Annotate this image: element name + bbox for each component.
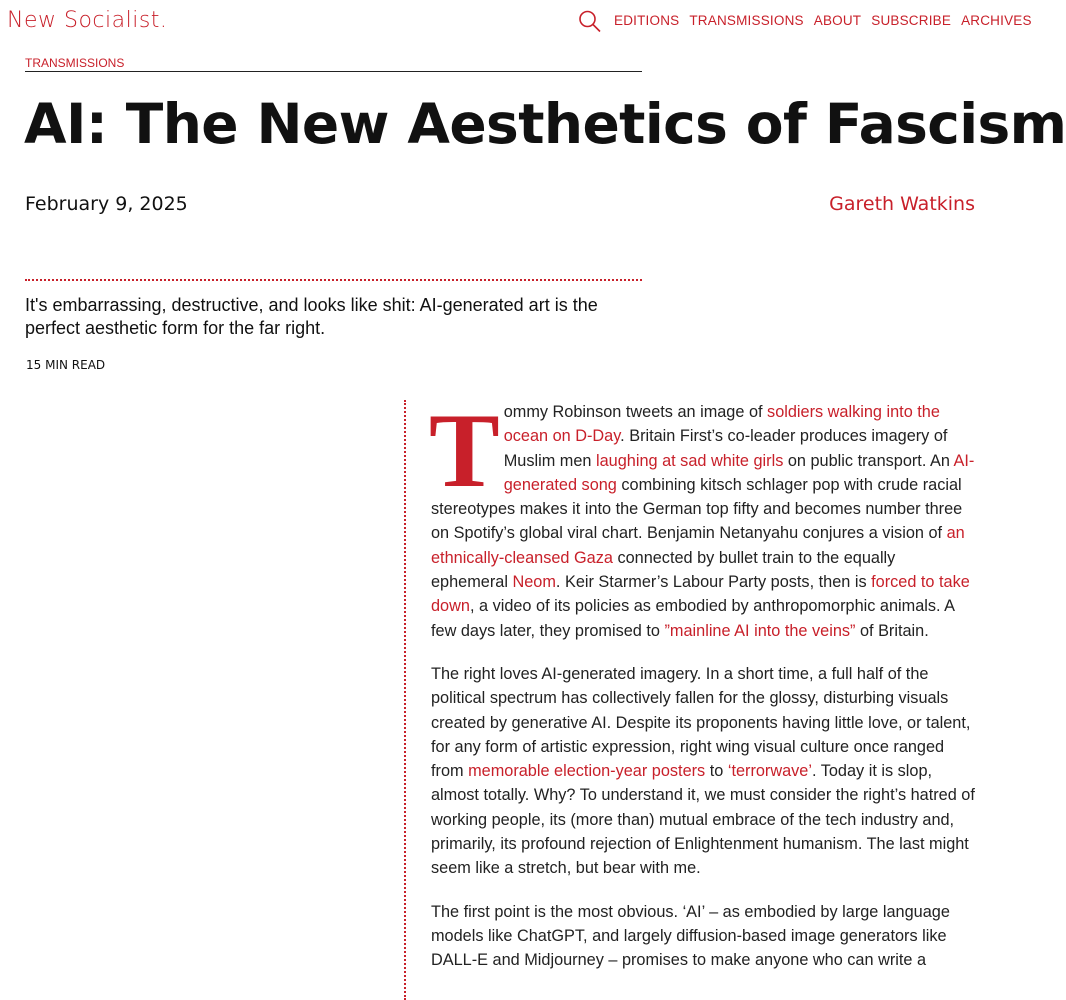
author-link[interactable]: Gareth Watkins <box>829 193 975 215</box>
text: . Britain First’s co-leader produces imagery of Muslim men <box>503 427 948 470</box>
text: ommy Robinson tweets an image of <box>503 403 768 421</box>
main-nav <box>614 13 1032 28</box>
link-terrorwave[interactable]: ‘terrorwave’ <box>727 762 812 781</box>
text: connected by bullet train to the equally ephemeral <box>431 548 896 592</box>
search-icon[interactable] <box>578 9 602 33</box>
link-soldiers-dday[interactable]: soldiers walking into the ocean on D-Day <box>503 403 940 446</box>
site-logo[interactable]: New Socialist. <box>7 8 168 33</box>
text: . Today it is slop, almost totally. Why? To understand it, we must consider the right’s hatred of working people, its (more than) mutual embrace of the tech industry and, primarily, its profound rejection of Enlightenment humanism. The last might seem like a stretch, but bear with me. <box>431 762 975 878</box>
link-mainline-ai[interactable]: ”mainline AI into the veins” <box>664 621 856 640</box>
section-divider <box>25 71 642 72</box>
nav-archives[interactable]: ARCHIVES <box>961 13 1032 28</box>
standfirst: It's embarrassing, destructive, and looks like shit: AI-generated art is the perfect aesthetic form for the far right. <box>25 295 598 338</box>
paragraph-2 <box>431 662 976 881</box>
dotted-divider <box>25 279 642 281</box>
text: to <box>705 762 728 781</box>
article-body <box>429 392 976 992</box>
link-gaza[interactable]: an ethnically-cleansed Gaza <box>431 524 965 567</box>
page-title: AI: The New Aesthetics of Fascism <box>24 92 1066 156</box>
text: The right loves AI-generated imagery. In a short time, a full half of the political spectrum has collectively fallen for the glossy, disturbing visuals created by generative AI. Despite its proponents having little love, or talent, for any form of artistic expression, right wing visual culture once ranged from <box>431 664 971 781</box>
link-neom[interactable]: Neom <box>512 573 556 592</box>
article-margin-rule <box>404 400 406 1000</box>
section-label[interactable]: TRANSMISSIONS <box>25 56 125 70</box>
publish-date: February 9, 2025 <box>25 193 188 215</box>
text: combining kitsch schlager pop with crude racial stereotypes makes it into the German top fifty and becomes number three on Spotify’s global viral chart. Benjamin Netanyahu conjures a vision of <box>431 475 963 543</box>
nav-transmissions[interactable]: TRANSMISSIONS <box>689 13 804 28</box>
link-forced-take-down[interactable]: forced to take down <box>431 573 970 616</box>
site-header <box>0 0 1032 44</box>
text: The first point is the most obvious. ‘AI’ – as embodied by large language models like ChatGPT, and largely diffusion-based image generators like DALL-E and Midjourney – promises to make anyone who can write a <box>431 902 950 970</box>
link-ai-song[interactable]: AI-generated song <box>503 451 975 494</box>
link-election-posters[interactable]: memorable election-year posters <box>468 762 706 781</box>
text: , a video of its policies as embodied by anthropomorphic animals. A few days later, they promised to <box>431 597 955 640</box>
paragraph-1 <box>429 392 976 643</box>
nav-about[interactable]: ABOUT <box>813 13 862 28</box>
text: of Britain. <box>855 621 929 640</box>
nav-subscribe[interactable]: SUBSCRIBE <box>871 13 952 28</box>
text: . Keir Starmer’s Labour Party posts, then is <box>555 573 872 592</box>
link-laughing-girls[interactable]: laughing at sad white girls <box>595 451 784 470</box>
text: on public transport. An <box>783 451 954 470</box>
drop-cap: T <box>429 392 500 509</box>
read-time: 15 MIN READ <box>26 358 106 372</box>
paragraph-3 <box>431 900 976 973</box>
nav-editions[interactable]: EDITIONS <box>614 13 680 28</box>
